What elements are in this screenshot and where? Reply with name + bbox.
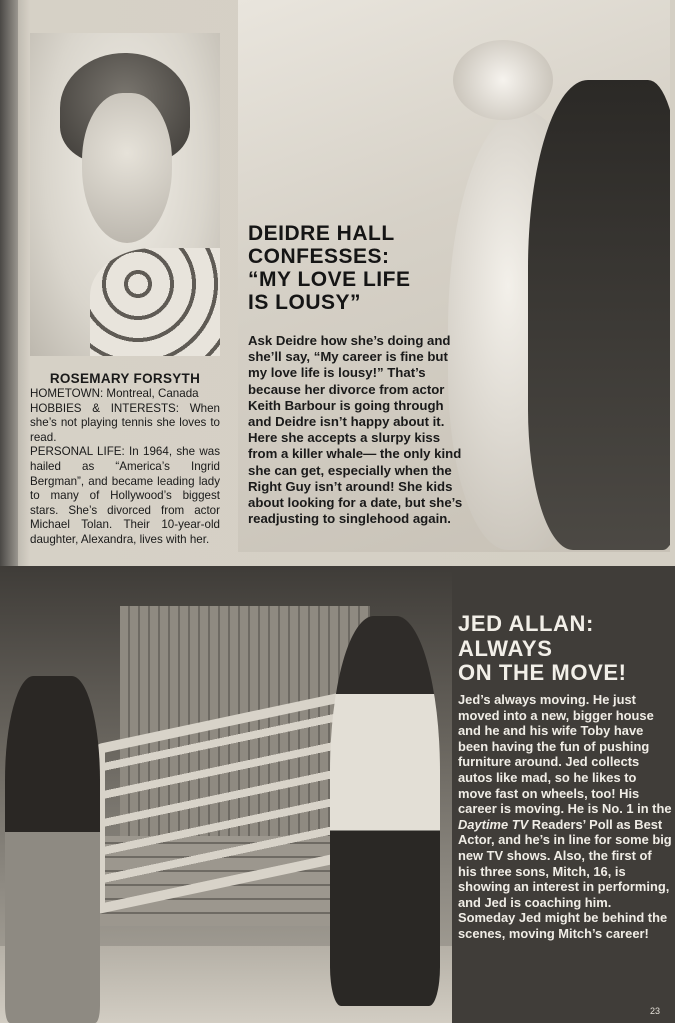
deidre-hair: [453, 40, 553, 120]
rosemary-forsyth-photo: [30, 33, 220, 356]
portrait-face: [82, 93, 172, 243]
profile-hobbies: HOBBIES & INTERESTS: When she’s not playing tennis she loves to read.: [30, 401, 220, 444]
bottom-headline-line: ALWAYS: [458, 635, 553, 661]
bottom-headline-line: ON THE MOVE!: [458, 660, 627, 685]
whale-body: [528, 80, 670, 550]
portrait-blouse: [90, 248, 220, 356]
profile-name: ROSEMARY FORSYTH: [49, 371, 201, 386]
bottom-headline-line: JED ALLAN:: [458, 611, 594, 636]
top-headline-line: IS LOUSY”: [248, 291, 362, 314]
jed-allan-moving-photo: [0, 566, 452, 1023]
bottom-headline: [458, 612, 670, 686]
page-number: 23: [650, 1006, 661, 1016]
profile-details: [30, 387, 220, 548]
bottom-body-text-end: Readers’ Poll as Best Actor, and he’s in line for some big new TV shows. Also, the first of his three sons, Mitch, 16, is showing an interest in performing, and Jed is coaching him. Someday Jed might be behind the scenes, moving Mitch’s career!: [458, 816, 672, 941]
top-headline-line: DEIDRE HALL: [248, 222, 395, 245]
top-headline-line: “MY LOVE LIFE: [248, 268, 411, 291]
top-headline: [248, 222, 448, 314]
profile-personal-life: PERSONAL LIFE: In 1964, she was hailed as “America’s Ingrid Bergman”, and became leading lady to many of Hollywood’s biggest stars. She’s divorced from actor Michael Tolan. Their 10-year-old daughter, Alexandra, lives with her.: [30, 445, 220, 546]
top-story-body: Ask Deidre how she’s doing and she’ll say, “My career is fine but my love life is lousy!” That’s because her divorce from actor Keith Barbour is going through and Deidre isn’t happy about it. Here she accepts a slurpy kiss from a killer whale— the only kind she can get, especially when the Right Guy isn’t around! She kids about looking for a date, but she’s readjusting to singlehood again.: [248, 333, 463, 527]
bottom-body-text: Jed’s always moving. He just moved into a new, bigger house and he and his wife Toby have been having the fun of pushing furniture around. Jed collects autos like mad, so he likes to move fast on wheels, too! His career is moving. He is No. 1 in the: [458, 692, 672, 817]
helper-person: [5, 676, 100, 1023]
profile-hometown: HOMETOWN: Montreal, Canada: [30, 387, 199, 400]
top-headline-line: CONFESSES:: [248, 245, 390, 268]
bottom-story-body: [458, 692, 672, 942]
magazine-name: Daytime TV: [458, 816, 529, 832]
jed-allan-figure: [330, 616, 440, 1006]
